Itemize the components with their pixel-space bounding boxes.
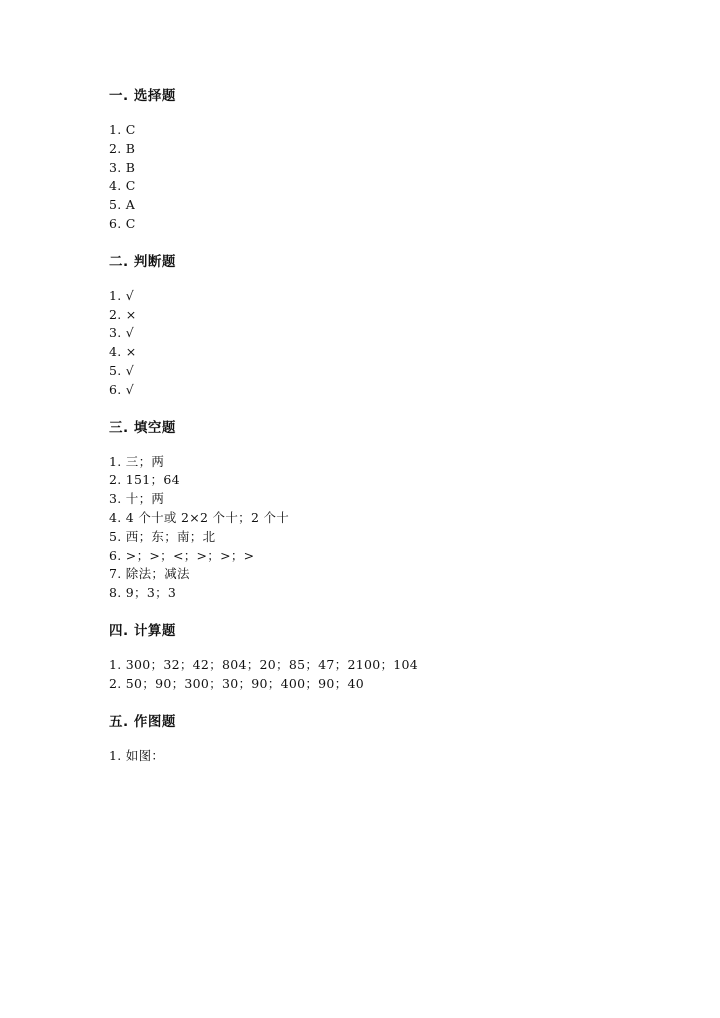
answer-item: 5. A [109, 197, 136, 213]
answer-item: 7. 除法；减法 [109, 566, 190, 582]
answer-sheet [109, 86, 669, 783]
section-title: 四. 计算题 [109, 622, 176, 639]
answer-item: 1. 如图： [109, 747, 165, 763]
answer-list [109, 453, 669, 603]
answer-item: 4. 4 个十或 2×2 个十；2 个十 [109, 509, 290, 525]
answer-item: 1. C [109, 122, 136, 137]
answer-item: 5. 西；东；南；北 [109, 528, 216, 544]
section-title: 二. 判断题 [109, 253, 176, 270]
section-multiple-choice [109, 86, 669, 234]
answer-item: 2. 151；64 [109, 472, 180, 488]
answer-item: 1. √ [109, 287, 135, 303]
answer-list [109, 121, 669, 234]
answer-item: 6. >；>；<；>；>；> [109, 547, 255, 563]
answer-item: 8. 9；3；3 [109, 585, 177, 601]
answer-item: 2. B [109, 140, 136, 156]
answer-list [109, 656, 669, 694]
answer-item: 4. × [109, 344, 137, 360]
section-title: 三. 填空题 [109, 419, 176, 436]
section-true-false [109, 252, 669, 400]
answer-item: 1. 300；32；42；804；20；85；47；2100；104 [109, 656, 419, 672]
answer-item: 1. 三；两 [109, 453, 165, 469]
answer-item: 6. C [109, 215, 136, 231]
answer-item: 3. √ [109, 325, 135, 341]
answer-item: 4. C [109, 178, 136, 194]
answer-item: 2. 50；90；300；30；90；400；90；40 [109, 675, 364, 691]
section-fill-in-blank [109, 418, 669, 603]
answer-item: 3. 十；两 [109, 491, 165, 507]
section-title: 五. 作图题 [109, 713, 176, 730]
answer-item: 5. √ [109, 362, 135, 378]
answer-list [109, 287, 669, 400]
section-drawing [109, 712, 669, 766]
section-title: 一. 选择题 [109, 88, 176, 104]
section-calculation [109, 621, 669, 694]
answer-item: 6. √ [109, 381, 135, 397]
answer-list [109, 747, 669, 766]
answer-item: 2. × [109, 306, 137, 322]
answer-item: 3. B [109, 159, 136, 175]
